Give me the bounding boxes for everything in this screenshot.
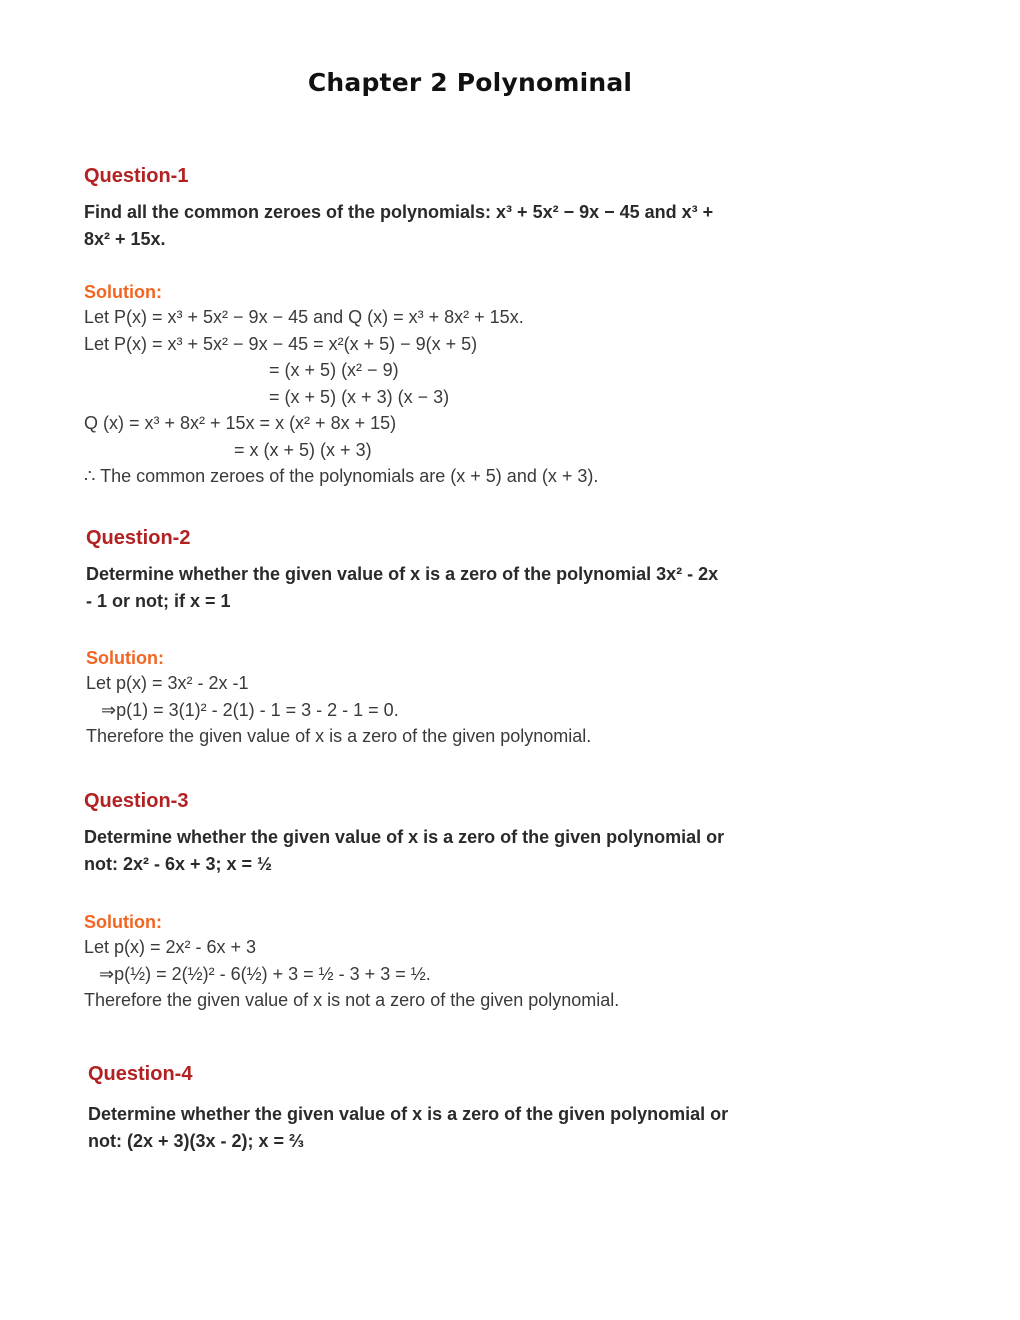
solution-heading: Solution: (84, 282, 162, 302)
solution-line: ∴ The common zeroes of the polynomials are (x + 5) and (x + 3). (84, 466, 599, 486)
question-text-line: 8x² + 15x. (84, 229, 166, 249)
question-text-line: - 1 or not; if x = 1 (86, 591, 231, 611)
solution-line: = x (x + 5) (x + 3) (84, 439, 372, 460)
question-3-block (84, 788, 884, 878)
solution-heading: Solution: (86, 648, 164, 668)
solution-line: ⇒p(½) = 2(½)² - 6(½) + 3 = ½ - 3 + 3 = ½. (84, 963, 431, 984)
question-heading: Question-3 (84, 790, 189, 812)
question-text-line: Determine whether the given value of x is a zero of the given polynomial or (88, 1104, 729, 1124)
solution-line: Therefore the given value of x is not a zero of the given polynomial. (84, 990, 620, 1010)
question-text-line: Find all the common zeroes of the polynomials: x³ + 5x² − 9x − 45 and x³ + (84, 202, 714, 222)
question-heading: Question-1 (84, 165, 189, 187)
solution-line: Let P(x) = x³ + 5x² − 9x − 45 and Q (x) = x³ + 8x² + 15x. (84, 307, 524, 327)
solution-line: Let p(x) = 3x² - 2x -1 (86, 673, 249, 693)
solution-line: = (x + 5) (x + 3) (x − 3) (84, 386, 450, 407)
solution-line: Q (x) = x³ + 8x² + 15x = x (x² + 8x + 15) (84, 413, 397, 433)
question-text-line: not: (2x + 3)(3x - 2); x = ⅔ (88, 1131, 305, 1151)
solution-line: Let p(x) = 2x² - 6x + 3 (84, 937, 257, 957)
question-2-block (86, 525, 886, 615)
page-title: Chapter 2 Polynominal (307, 68, 633, 97)
solution-line: Let P(x) = x³ + 5x² − 9x − 45 = x²(x + 5) − 9(x + 5) (84, 333, 478, 354)
question-text (84, 199, 884, 253)
solution-2-block (86, 646, 886, 750)
question-text (86, 561, 886, 615)
solution-line: = (x + 5) (x² − 9) (84, 360, 399, 380)
question-1-block (84, 163, 884, 253)
solution-heading: Solution: (84, 912, 162, 932)
question-heading: Question-4 (88, 1063, 193, 1085)
solution-1-block (84, 280, 884, 490)
solution-3-block (84, 910, 884, 1014)
solution-line: Therefore the given value of x is a zero of the given polynomial. (86, 726, 592, 746)
question-4-block (88, 1061, 888, 1155)
question-text-line: not: 2x² - 6x + 3; x = ½ (84, 854, 273, 874)
question-heading: Question-2 (86, 527, 191, 549)
question-text (84, 824, 884, 878)
solution-line: ⇒p(1) = 3(1)² - 2(1) - 1 = 3 - 2 - 1 = 0. (86, 699, 399, 720)
question-text-line: Determine whether the given value of x is a zero of the given polynomial or (84, 827, 725, 847)
question-text (88, 1101, 888, 1155)
question-text-line: Determine whether the given value of x is a zero of the polynomial 3x² - 2x (86, 564, 719, 584)
